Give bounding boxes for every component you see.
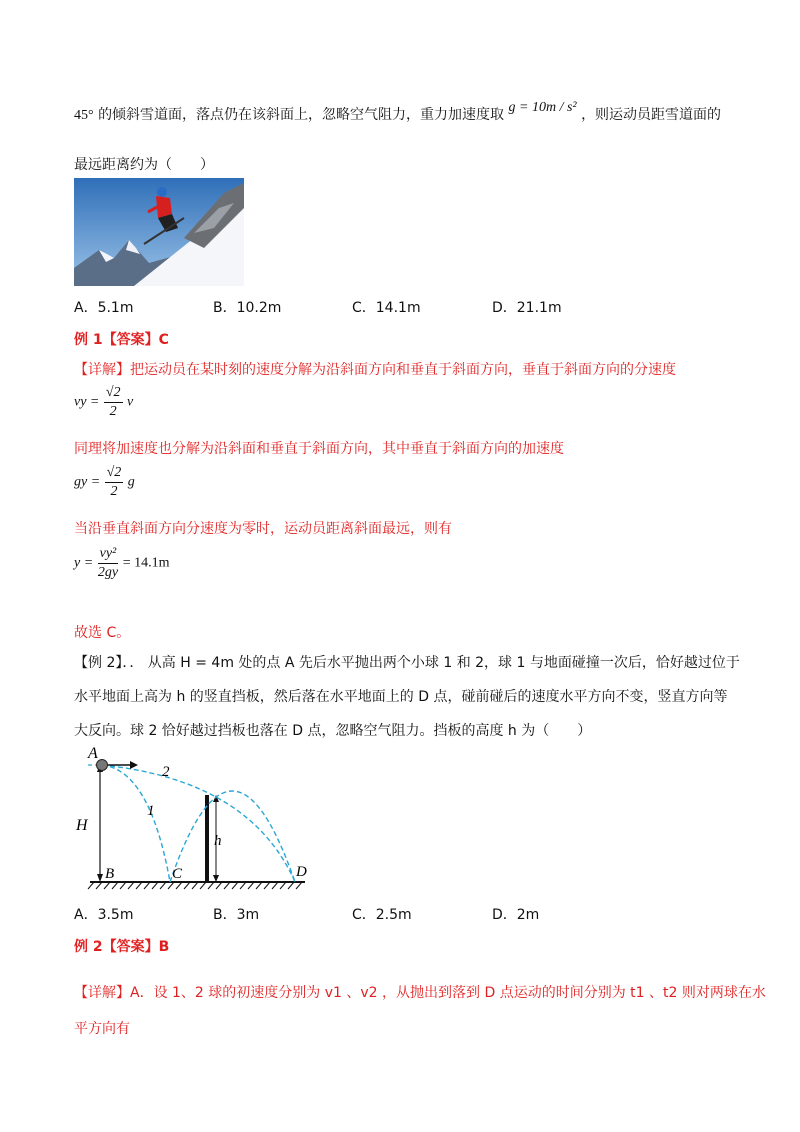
eq1-fraction [104,384,123,421]
eq3-fraction [98,545,119,582]
a1-equation-2 [74,464,135,501]
a1-detail-2: 同理将加速度也分解为沿斜面和垂直于斜面方向，其中垂直于斜面方向的加速度 [74,441,564,457]
ground-hatching [88,882,302,889]
label-D: D [296,864,307,880]
q1-line1-tail: ，则运动员距雪道面的 [581,107,722,123]
trajectory-ball-1-first [102,765,170,882]
skier-image [74,178,244,286]
label-A: A [88,745,98,762]
q2-line-3: 大反向。球 2 恰好越过挡板也落在 D 点，忽略空气阻力。挡板的高度 h 为（ ） [74,723,592,739]
q2-option-a: A．3.5m [74,907,134,923]
eq3-rhs: = 14.1m [122,555,170,571]
eq3-numerator: vy² [98,545,119,564]
q2-option-d: D．2m [492,907,540,923]
eq2-numerator: √2 [105,464,124,483]
a1-equation-3 [74,545,170,582]
a1-detail-1: 【详解】把运动员在某时刻的速度分解为沿斜面方向和垂直于斜面方向，垂直于斜面方向的分速度 [74,362,676,378]
q1-line1-text: 的倾斜雪道面，落点仍在该斜面上，忽略空气阻力，重力加速度取 [98,107,505,123]
a1-answer-label: 例 1【答案】C [74,332,169,348]
eq2-fraction [105,464,124,501]
eq1-denominator: 2 [109,404,117,419]
a2-detail-2: 平方向有 [74,1021,130,1037]
eq1-rhs: v [126,394,134,410]
eq2-denominator: 2 [110,484,118,499]
q1-option-c: C．14.1m [352,300,421,316]
q1-line1 [74,100,722,124]
label-C: C [172,866,183,882]
gravity-value: g = 10m / s² [508,100,577,115]
projectile-diagram [70,740,330,890]
label-h: h [214,833,222,849]
a2-answer-label: 例 2【答案】B [74,939,170,955]
trajectory-ball-2 [102,765,295,882]
a1-equation-1 [74,384,133,421]
q1-option-b: B．10.2m [213,300,282,316]
q1-option-a: A．5.1m [74,300,134,316]
eq2-lhs: gy = [74,474,101,490]
ball [97,760,108,771]
a1-conclusion: 故选 C。 [74,625,131,641]
eq1-numerator: √2 [104,384,123,403]
q1-line2: 最远距离约为（ ） [74,157,214,173]
label-B: B [105,866,115,882]
eq1-lhs: vy = [74,394,100,410]
a1-detail-3: 当沿垂直斜面方向分速度为零时，运动员距离斜面最远，则有 [74,521,452,537]
eq3-lhs: y = [74,555,94,571]
eq2-rhs: g [127,474,135,490]
label-H: H [76,817,88,834]
trajectory-ball-1-second [170,791,295,882]
q1-option-d: D．21.1m [492,300,562,316]
label-ball-2: 2 [162,764,170,780]
a2-detail-1: 【详解】A．设 1、2 球的初速度分别为 v1 、v2 ，从抛出到落到 D 点运动的时间分别为 t1 、t2 则对两球在水 [74,985,766,1001]
q2-line-1: 【例 2】．． 从高 H = 4m 处的点 A 先后水平抛出两个小球 1 和 2，球 1 与地面碰撞一次后，恰好越过位于 [74,655,740,671]
eq3-denominator: 2gy [97,565,119,580]
label-ball-1: 1 [147,803,155,819]
angle-value: 45° [74,108,94,123]
q2-option-b: B．3m [213,907,260,923]
q2-line-2: 水平地面上高为 h 的竖直挡板，然后落在水平地面上的 D 点，碰前碰后的速度水平方向不变，竖直方向等 [74,689,728,705]
q2-option-c: C．2.5m [352,907,412,923]
